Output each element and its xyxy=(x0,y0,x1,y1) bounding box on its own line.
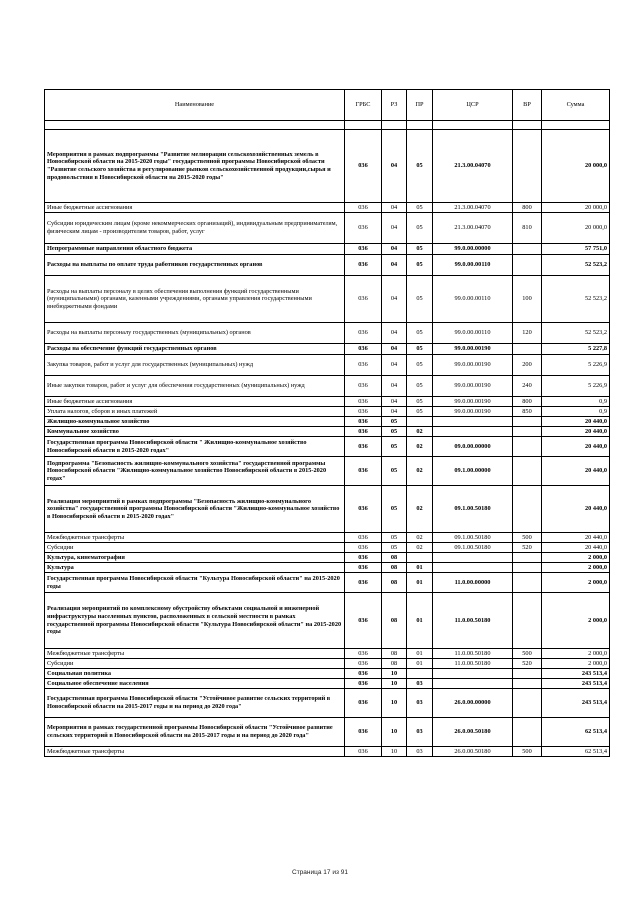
cell-vr xyxy=(513,427,542,437)
cell-name: Государственная программа Новосибирской области "Устойчивое развитие сельских территорий в Новосибирской области на 2015-2017 годы и на период до 2020 года" xyxy=(45,689,345,718)
cell-csr: 09.1.00.00000 xyxy=(433,457,513,486)
page-footer: Страница 17 из 91 xyxy=(292,869,348,876)
cell-grbs: 036 xyxy=(345,689,382,718)
cell-sum: 62 513,4 xyxy=(542,747,610,757)
table-row xyxy=(45,255,610,276)
cell-name: Расходы на обеспечение функций государственных органов xyxy=(45,344,345,355)
cell-name: Субсидии юридическим лицам (кроме некоммерческих организаций), индивидуальным предпринимателям, физическим лицам - производителям товаров, работ, услуг xyxy=(45,213,345,244)
cell-name: Межбюджетные трансферты xyxy=(45,649,345,659)
cell-vr xyxy=(513,669,542,679)
cell-pr xyxy=(407,417,433,427)
cell-name: Расходы на выплаты персоналу в целях обеспечения выполнения функций государственными (муниципальными) органами, казенными учреждениями, органами управления государственными внебюджетными фондами xyxy=(45,276,345,323)
table-row xyxy=(45,376,610,397)
cell-vr: 120 xyxy=(513,323,542,344)
cell-grbs: 036 xyxy=(345,376,382,397)
cell-vr xyxy=(513,553,542,563)
cell-rz: 10 xyxy=(382,747,407,757)
cell-vr: 100 xyxy=(513,276,542,323)
table-row xyxy=(45,533,610,543)
cell-vr: 200 xyxy=(513,355,542,376)
cell-rz: 05 xyxy=(382,533,407,543)
table-row xyxy=(45,427,610,437)
table-header-row xyxy=(45,90,610,121)
cell-name: Уплата налогов, сборов и иных платежей xyxy=(45,407,345,417)
cell-grbs: 036 xyxy=(345,244,382,255)
cell-csr: 99.0.00.00110 xyxy=(433,255,513,276)
cell-sum: 20 440,0 xyxy=(542,417,610,427)
cell-name: Расходы на выплаты по оплате труда работников государственных органов xyxy=(45,255,345,276)
cell-sum: 243 513,4 xyxy=(542,689,610,718)
cell-name: Иные закупки товаров, работ и услуг для обеспечения государственных (муниципальных) нужд xyxy=(45,376,345,397)
cell-vr xyxy=(513,486,542,533)
cell-rz: 04 xyxy=(382,376,407,397)
table-row xyxy=(45,649,610,659)
table-row xyxy=(45,213,610,244)
cell-name: Иные бюджетные ассигнования xyxy=(45,397,345,407)
cell-name: Социальное обеспечение населения xyxy=(45,679,345,689)
cell-pr: 01 xyxy=(407,659,433,669)
table-row xyxy=(45,543,610,553)
cell-pr: 05 xyxy=(407,203,433,213)
cell-pr: 02 xyxy=(407,543,433,553)
cell-grbs: 036 xyxy=(345,679,382,689)
cell-name: Культура, кинематография xyxy=(45,553,345,563)
cell-rz: 10 xyxy=(382,718,407,747)
cell-vr xyxy=(513,344,542,355)
cell-csr: 09.0.00.00000 xyxy=(433,437,513,457)
cell-grbs: 036 xyxy=(345,573,382,593)
header-rz: РЗ xyxy=(382,90,407,121)
cell-sum: 0,9 xyxy=(542,407,610,417)
cell-rz: 04 xyxy=(382,255,407,276)
cell-name: Иные бюджетные ассигнования xyxy=(45,203,345,213)
cell-csr xyxy=(433,427,513,437)
cell-pr xyxy=(407,669,433,679)
table-row xyxy=(45,323,610,344)
cell-csr: 09.1.00.50180 xyxy=(433,486,513,533)
cell-vr xyxy=(513,437,542,457)
cell-sum: 5 226,9 xyxy=(542,376,610,397)
table-row xyxy=(45,130,610,203)
cell-csr: 11.0.00.50180 xyxy=(433,659,513,669)
cell-pr xyxy=(407,553,433,563)
cell-grbs: 036 xyxy=(345,659,382,669)
cell-csr: 99.0.00.00110 xyxy=(433,323,513,344)
cell-grbs: 036 xyxy=(345,427,382,437)
cell-sum: 20 440,0 xyxy=(542,533,610,543)
cell-pr: 05 xyxy=(407,376,433,397)
cell-vr xyxy=(513,417,542,427)
cell-vr xyxy=(513,689,542,718)
cell-csr: 21.3.00.04070 xyxy=(433,213,513,244)
cell-csr: 99.0.00.00110 xyxy=(433,276,513,323)
cell-rz: 10 xyxy=(382,679,407,689)
table-spacer-row xyxy=(45,121,610,130)
cell-csr: 09.1.00.50180 xyxy=(433,533,513,543)
cell-pr: 05 xyxy=(407,276,433,323)
cell-name: Межбюджетные трансферты xyxy=(45,747,345,757)
table-row xyxy=(45,593,610,649)
cell-rz: 04 xyxy=(382,407,407,417)
cell-grbs: 036 xyxy=(345,323,382,344)
table-row xyxy=(45,573,610,593)
table-row xyxy=(45,437,610,457)
cell-vr xyxy=(513,679,542,689)
cell-name: Межбюджетные трансферты xyxy=(45,533,345,543)
cell-vr xyxy=(513,457,542,486)
table-row xyxy=(45,563,610,573)
cell-pr: 05 xyxy=(407,407,433,417)
cell-pr: 02 xyxy=(407,437,433,457)
cell-grbs: 036 xyxy=(345,669,382,679)
cell-sum: 5 227,8 xyxy=(542,344,610,355)
cell-sum: 20 440,0 xyxy=(542,543,610,553)
table-row xyxy=(45,553,610,563)
cell-sum: 20 000,0 xyxy=(542,213,610,244)
cell-sum: 20 000,0 xyxy=(542,203,610,213)
cell-rz: 04 xyxy=(382,344,407,355)
cell-pr: 02 xyxy=(407,533,433,543)
cell-pr: 02 xyxy=(407,457,433,486)
table-row xyxy=(45,397,610,407)
cell-grbs: 036 xyxy=(345,407,382,417)
table-row xyxy=(45,718,610,747)
cell-name: Культура xyxy=(45,563,345,573)
cell-rz: 08 xyxy=(382,593,407,649)
table-row xyxy=(45,276,610,323)
cell-sum: 2 000,0 xyxy=(542,649,610,659)
cell-grbs: 036 xyxy=(345,417,382,427)
cell-vr: 500 xyxy=(513,747,542,757)
cell-vr: 800 xyxy=(513,203,542,213)
cell-grbs: 036 xyxy=(345,397,382,407)
cell-pr: 05 xyxy=(407,355,433,376)
table-row xyxy=(45,407,610,417)
cell-rz: 04 xyxy=(382,244,407,255)
cell-rz: 05 xyxy=(382,457,407,486)
cell-rz: 05 xyxy=(382,417,407,427)
cell-vr xyxy=(513,718,542,747)
cell-pr: 05 xyxy=(407,323,433,344)
cell-grbs: 036 xyxy=(345,457,382,486)
cell-name: Непрограммные направления областного бюджета xyxy=(45,244,345,255)
cell-vr xyxy=(513,593,542,649)
cell-pr: 05 xyxy=(407,255,433,276)
cell-rz: 08 xyxy=(382,659,407,669)
cell-grbs: 036 xyxy=(345,543,382,553)
cell-grbs: 036 xyxy=(345,203,382,213)
header-grbs: ГРБС xyxy=(345,90,382,121)
cell-csr: 11.0.00.50180 xyxy=(433,649,513,659)
cell-pr: 05 xyxy=(407,130,433,203)
cell-name: Мероприятия в рамках государственной программы Новосибирской области "Устойчивое развитие сельских территорий в Новосибирской области на 2015-2017 годы и на период до 2020 года" xyxy=(45,718,345,747)
cell-csr: 11.0.00.50180 xyxy=(433,593,513,649)
cell-vr: 810 xyxy=(513,213,542,244)
cell-vr: 520 xyxy=(513,659,542,669)
cell-vr: 520 xyxy=(513,543,542,553)
cell-csr: 99.0.00.00000 xyxy=(433,244,513,255)
cell-rz: 05 xyxy=(382,486,407,533)
cell-name: Реализация мероприятий по комплексному обустройству объектами социальной и инженерной инфраструктуры населенных пунктов, расположенных в сельской местности в рамках государственной программы Новосибирской области "Культура Новосибирской области" на 2015-2020 годы xyxy=(45,593,345,649)
cell-sum: 243 513,4 xyxy=(542,679,610,689)
cell-name: Расходы на выплаты персоналу государственных (муниципальных) органов xyxy=(45,323,345,344)
cell-csr: 99.0.00.00190 xyxy=(433,397,513,407)
cell-csr: 99.0.00.00190 xyxy=(433,355,513,376)
cell-csr xyxy=(433,417,513,427)
cell-pr: 05 xyxy=(407,344,433,355)
cell-rz: 04 xyxy=(382,213,407,244)
cell-grbs: 036 xyxy=(345,344,382,355)
cell-csr xyxy=(433,553,513,563)
header-vr: ВР xyxy=(513,90,542,121)
cell-sum: 5 226,9 xyxy=(542,355,610,376)
cell-name: Мероприятия в рамках подпрограммы "Развитие мелиорации сельскохозяйственных земель в Новосибирской области на 2015-2020 годы" государственной программы Новосибирской области "Развитие сельского хозяйства и регулирование рынков сельскохозяйственной продукции,сырья и продовольствия в Новосибирской области на 2015-2020 годы" xyxy=(45,130,345,203)
cell-rz: 04 xyxy=(382,323,407,344)
cell-csr: 99.0.00.00190 xyxy=(433,344,513,355)
cell-rz: 10 xyxy=(382,669,407,679)
cell-sum: 20 440,0 xyxy=(542,486,610,533)
cell-sum: 2 000,0 xyxy=(542,659,610,669)
cell-grbs: 036 xyxy=(345,553,382,563)
cell-grbs: 036 xyxy=(345,276,382,323)
cell-csr: 26.0.00.00000 xyxy=(433,689,513,718)
table-row xyxy=(45,659,610,669)
cell-pr: 01 xyxy=(407,563,433,573)
cell-grbs: 036 xyxy=(345,355,382,376)
cell-vr: 240 xyxy=(513,376,542,397)
cell-rz: 08 xyxy=(382,573,407,593)
cell-csr xyxy=(433,679,513,689)
cell-rz: 10 xyxy=(382,689,407,718)
cell-rz: 08 xyxy=(382,649,407,659)
cell-grbs: 036 xyxy=(345,718,382,747)
cell-vr: 500 xyxy=(513,649,542,659)
cell-pr: 01 xyxy=(407,573,433,593)
cell-name: Субсидии xyxy=(45,659,345,669)
cell-rz: 04 xyxy=(382,276,407,323)
cell-sum: 20 440,0 xyxy=(542,457,610,486)
table-row xyxy=(45,203,610,213)
cell-grbs: 036 xyxy=(345,649,382,659)
cell-sum: 0,9 xyxy=(542,397,610,407)
cell-sum: 2 000,0 xyxy=(542,563,610,573)
cell-sum: 52 523,2 xyxy=(542,276,610,323)
cell-sum: 52 523,2 xyxy=(542,323,610,344)
cell-csr xyxy=(433,563,513,573)
cell-vr xyxy=(513,130,542,203)
cell-csr: 99.0.00.00190 xyxy=(433,376,513,397)
cell-vr: 800 xyxy=(513,397,542,407)
cell-name: Жилищно-коммунальное хозяйство xyxy=(45,417,345,427)
cell-name: Коммунальное хозяйство xyxy=(45,427,345,437)
cell-sum: 20 000,0 xyxy=(542,130,610,203)
cell-grbs: 036 xyxy=(345,563,382,573)
cell-pr: 03 xyxy=(407,679,433,689)
cell-grbs: 036 xyxy=(345,747,382,757)
header-pr: ПР xyxy=(407,90,433,121)
cell-rz: 08 xyxy=(382,553,407,563)
header-name: Наименование xyxy=(45,90,345,121)
cell-vr xyxy=(513,244,542,255)
cell-pr: 03 xyxy=(407,689,433,718)
cell-vr xyxy=(513,255,542,276)
cell-rz: 04 xyxy=(382,355,407,376)
cell-sum: 2 000,0 xyxy=(542,573,610,593)
cell-sum: 20 440,0 xyxy=(542,427,610,437)
cell-csr: 11.0.00.00000 xyxy=(433,573,513,593)
cell-csr: 21.3.00.04070 xyxy=(433,130,513,203)
cell-grbs: 036 xyxy=(345,533,382,543)
table-row xyxy=(45,486,610,533)
cell-csr: 26.0.00.50180 xyxy=(433,747,513,757)
cell-csr: 99.0.00.00190 xyxy=(433,407,513,417)
cell-sum: 2 000,0 xyxy=(542,553,610,563)
header-sum: Сумма xyxy=(542,90,610,121)
table-row xyxy=(45,457,610,486)
cell-sum: 20 440,0 xyxy=(542,437,610,457)
cell-rz: 05 xyxy=(382,437,407,457)
cell-sum: 62 513,4 xyxy=(542,718,610,747)
cell-name: Закупка товаров, работ и услуг для государственных (муниципальных) нужд xyxy=(45,355,345,376)
cell-vr: 850 xyxy=(513,407,542,417)
cell-pr: 01 xyxy=(407,593,433,649)
cell-sum: 57 751,0 xyxy=(542,244,610,255)
cell-rz: 04 xyxy=(382,203,407,213)
table-row xyxy=(45,669,610,679)
table-row xyxy=(45,344,610,355)
cell-pr: 01 xyxy=(407,649,433,659)
cell-grbs: 036 xyxy=(345,437,382,457)
cell-grbs: 036 xyxy=(345,213,382,244)
cell-sum: 52 523,2 xyxy=(542,255,610,276)
cell-rz: 05 xyxy=(382,427,407,437)
cell-pr: 02 xyxy=(407,427,433,437)
cell-pr: 05 xyxy=(407,397,433,407)
cell-pr: 03 xyxy=(407,747,433,757)
cell-rz: 04 xyxy=(382,397,407,407)
cell-csr: 26.0.00.50180 xyxy=(433,718,513,747)
table-row xyxy=(45,679,610,689)
cell-sum: 243 513,4 xyxy=(542,669,610,679)
cell-pr: 05 xyxy=(407,244,433,255)
cell-rz: 04 xyxy=(382,130,407,203)
cell-grbs: 036 xyxy=(345,486,382,533)
table-row xyxy=(45,417,610,427)
header-csr: ЦСР xyxy=(433,90,513,121)
cell-name: Подпрограмма "Безопасность жилищно-коммунального хозяйства" государственной программы Новосибирской области "Жилищно-коммунальное хозяйство Новосибирской области в 2015-2020 годах" xyxy=(45,457,345,486)
cell-name: Субсидии xyxy=(45,543,345,553)
cell-rz: 08 xyxy=(382,563,407,573)
cell-name: Государственная программа Новосибирской области "Культура Новосибирской области" на 2015-2020 годы xyxy=(45,573,345,593)
cell-name: Государственная программа Новосибирской области " Жилищно-коммунальное хозяйство Новосибирской области в 2015-2020 годах" xyxy=(45,437,345,457)
table-row xyxy=(45,244,610,255)
cell-csr: 09.1.00.50180 xyxy=(433,543,513,553)
cell-pr: 02 xyxy=(407,486,433,533)
cell-grbs: 036 xyxy=(345,130,382,203)
table-row xyxy=(45,689,610,718)
cell-csr: 21.3.00.04070 xyxy=(433,203,513,213)
cell-pr: 05 xyxy=(407,213,433,244)
cell-name: Реализация мероприятий в рамках подпрограммы "Безопасность жилищно-коммунального хозяйства" государственной программы Новосибирской области "Жилищно-коммунальное хозяйство в Новосибирской области в 2015-2020 годах" xyxy=(45,486,345,533)
budget-table xyxy=(44,89,610,757)
cell-vr: 500 xyxy=(513,533,542,543)
table-row xyxy=(45,355,610,376)
cell-sum: 2 000,0 xyxy=(542,593,610,649)
table-row xyxy=(45,747,610,757)
cell-name: Социальная политика xyxy=(45,669,345,679)
cell-vr xyxy=(513,563,542,573)
cell-vr xyxy=(513,573,542,593)
cell-rz: 05 xyxy=(382,543,407,553)
cell-grbs: 036 xyxy=(345,255,382,276)
cell-pr: 03 xyxy=(407,718,433,747)
cell-grbs: 036 xyxy=(345,593,382,649)
cell-csr xyxy=(433,669,513,679)
